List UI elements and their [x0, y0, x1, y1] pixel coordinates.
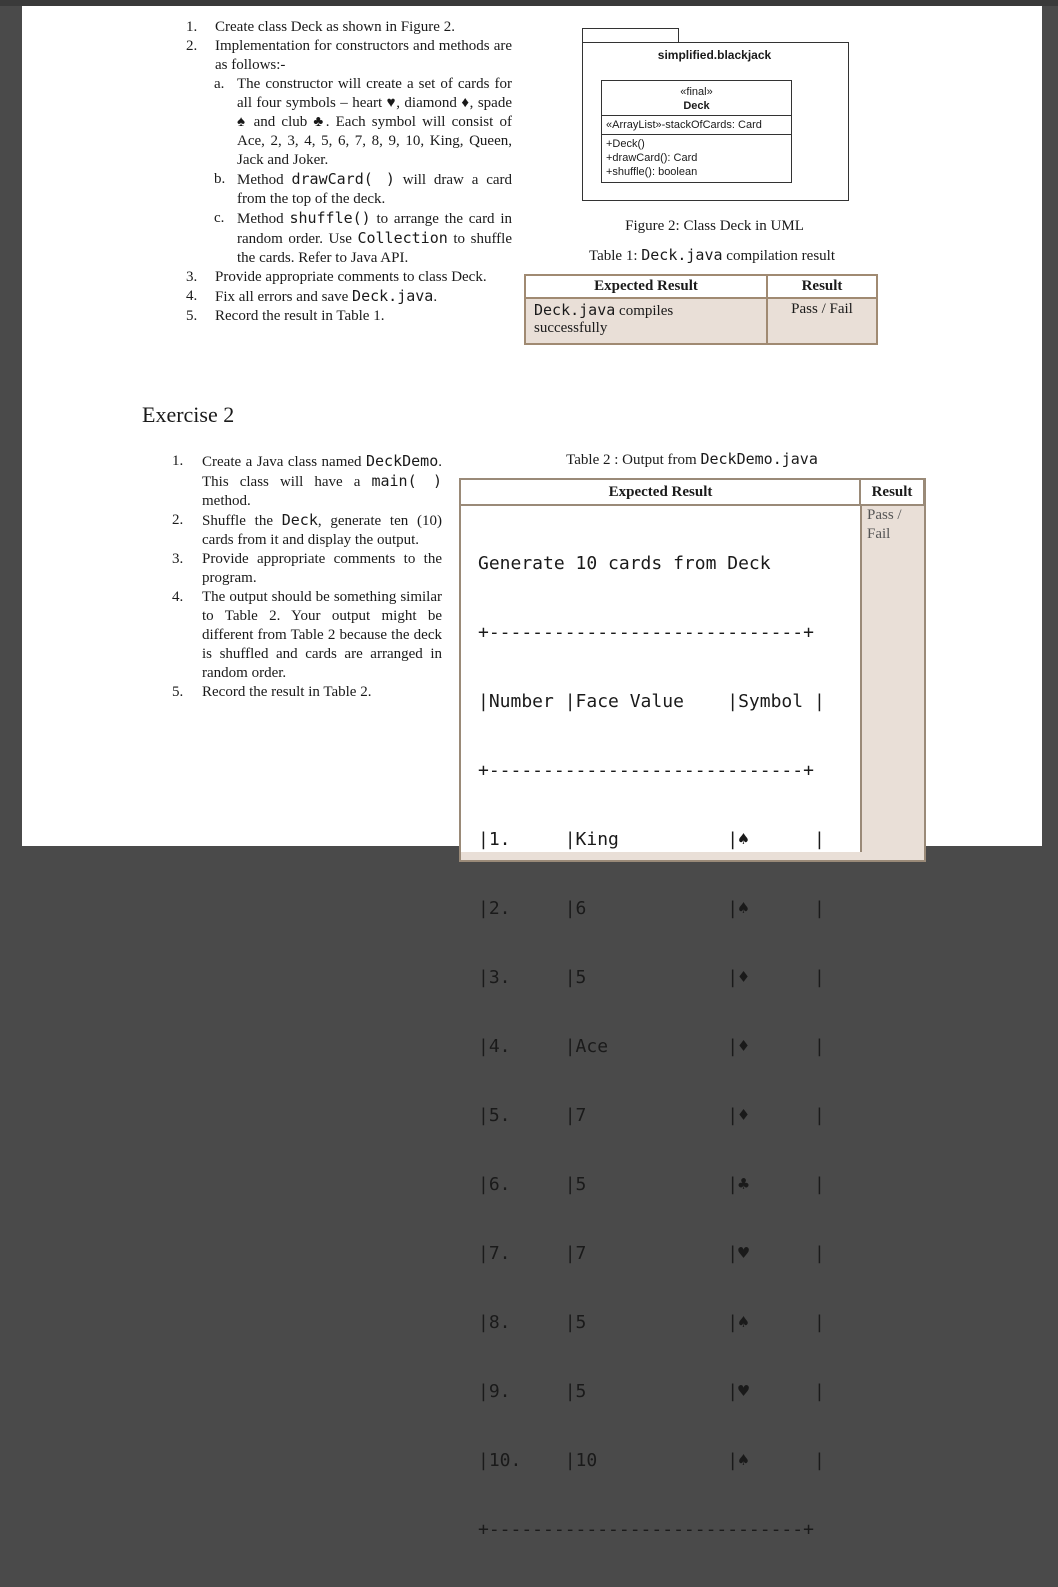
uml-operation: +Deck()	[606, 138, 645, 150]
table-header: Result	[859, 478, 925, 506]
item-text: Record the result in Table 2.	[202, 684, 372, 700]
item-text: to arrange the card in random order. Use	[237, 211, 512, 247]
item-number: 1.	[186, 19, 198, 35]
table-cell	[525, 298, 767, 344]
console-row: |1. |King |♠ |	[478, 829, 825, 850]
item-text: The constructor will create a set of cards for all four symbols – heart ♥, diamond ♦, spade ♠ and club ♣. Each symbol will consist of Ace, 2, 3, 4, 5, 6, 7, 8, 9, 10, King, Queen, Jack and Joker.	[237, 76, 512, 168]
console-row: |10. |10 |♠ |	[478, 1450, 825, 1471]
item-text: Record the result in Table 1.	[215, 308, 385, 324]
uml-operations	[602, 135, 791, 182]
console-row: |3. |5 |♦ |	[478, 967, 825, 988]
code-text: Deck.java	[534, 301, 616, 319]
item-text: Fix all errors and save	[215, 289, 353, 305]
caption-text: Table 2 : Output from	[566, 452, 701, 468]
uml-attribute: «ArrayList»-stackOfCards: Card	[602, 116, 791, 135]
result-cell	[867, 506, 902, 544]
list-item	[172, 511, 442, 550]
cell-text: successfully	[534, 320, 608, 336]
console-row: |9. |5 |♥ |	[478, 1381, 825, 1402]
console-row: |6. |5 |♣ |	[478, 1174, 825, 1195]
uml-package-tab	[582, 28, 679, 43]
list-item	[172, 588, 442, 683]
console-output	[478, 506, 825, 1587]
uml-package-name: simplified.blackjack	[657, 48, 772, 62]
console-separator: +-----------------------------+	[478, 1519, 814, 1540]
item-text: Provide appropriate comments to class Deck.	[215, 269, 487, 285]
item-text: The output should be something similar to Table 2. Your output might be different from Table 2 because the deck is shuffled and cards are arranged in random order.	[202, 589, 442, 681]
uml-class-box	[601, 80, 792, 183]
item-number: 2.	[186, 38, 198, 54]
item-number: 3.	[186, 269, 198, 285]
uml-class-header	[602, 81, 791, 116]
uml-class-name: Deck	[683, 100, 710, 112]
code-text: drawCard( )	[291, 170, 395, 188]
item-number: 1.	[172, 453, 184, 469]
code-text: DeckDemo	[366, 452, 439, 470]
uml-operation: +drawCard(): Card	[606, 152, 698, 164]
figure-2-caption: Figure 2: Class Deck in UML	[625, 218, 804, 234]
item-number: 5.	[186, 308, 198, 324]
console-title: Generate 10 cards from Deck	[478, 553, 771, 574]
console-row: |8. |5 |♠ |	[478, 1312, 825, 1333]
item-text: , generate ten (10) cards from it and display the output.	[202, 513, 442, 548]
item-text: to shuffle the cards. Refer to Java API.	[237, 231, 512, 266]
item-text: Method	[237, 172, 292, 188]
table-header: Expected Result	[525, 275, 767, 298]
code-text: shuffle()	[289, 209, 371, 227]
sub-item	[172, 209, 512, 268]
cell-text: Fail	[867, 526, 891, 542]
code-text: main( )	[371, 472, 442, 490]
item-text: Create a Java class named	[202, 454, 366, 470]
item-number: c.	[214, 210, 225, 226]
list-item	[172, 307, 512, 326]
console-row: |5. |7 |♦ |	[478, 1105, 825, 1126]
item-text: method.	[202, 493, 251, 509]
item-text: will draw a card from the top of the deck.	[237, 172, 513, 207]
caption-text: Table 1:	[588, 248, 642, 264]
table-header: Result	[767, 275, 877, 298]
item-text: Method	[237, 211, 290, 227]
caption-text: compilation result	[722, 248, 836, 264]
viewer-right-margin	[1042, 6, 1058, 846]
table-1	[524, 274, 878, 345]
list-item	[172, 268, 512, 287]
table-header: Expected Result	[459, 478, 862, 506]
code-text: Deck	[281, 511, 318, 529]
item-number: 3.	[172, 551, 184, 567]
list-item	[172, 37, 512, 75]
viewer-left-margin	[0, 6, 22, 846]
code-text: Deck.java	[641, 246, 723, 264]
code-text: Deck.java	[352, 287, 434, 305]
console-separator: +-----------------------------+	[478, 760, 814, 781]
item-number: 4.	[172, 589, 184, 605]
item-text: Shuffle the	[202, 513, 282, 529]
code-text: DeckDemo.java	[700, 450, 818, 468]
console-separator: +-----------------------------+	[478, 622, 814, 643]
console-column-header: |Number |Face Value |Symbol |	[478, 691, 825, 712]
item-text: Provide appropriate comments to the program.	[202, 551, 442, 586]
table-2-caption	[492, 450, 892, 469]
item-number: 5.	[172, 684, 184, 700]
console-row: |4. |Ace |♦ |	[478, 1036, 825, 1057]
list-item	[172, 287, 512, 307]
item-text: Create class Deck as shown in Figure 2.	[215, 19, 455, 35]
console-row: |2. |6 |♠ |	[478, 898, 825, 919]
table-cell: Pass / Fail	[767, 298, 877, 344]
item-number: b.	[214, 171, 226, 187]
list-item	[172, 18, 512, 37]
uml-operation: +shuffle(): boolean	[606, 166, 698, 178]
instruction-list-1	[172, 18, 512, 326]
list-item	[172, 550, 442, 588]
item-number: 4.	[186, 288, 198, 304]
sub-item	[172, 75, 512, 170]
table-1-caption	[542, 246, 882, 265]
list-item	[172, 683, 442, 702]
item-number: 2.	[172, 512, 184, 528]
code-text: Collection	[357, 229, 448, 247]
list-item	[172, 452, 442, 511]
item-number: a.	[214, 76, 225, 92]
console-row: |7. |7 |♥ |	[478, 1243, 825, 1264]
uml-stereotype: «final»	[680, 86, 713, 98]
cell-text: Pass /	[867, 507, 902, 523]
item-text: .	[433, 289, 438, 305]
item-text: . This class will have a	[202, 454, 442, 490]
sub-item	[172, 170, 512, 209]
cell-text: compiles	[615, 303, 674, 319]
item-text: Implementation for constructors and methods are as follows:-	[215, 38, 512, 73]
document-page	[22, 6, 1042, 1540]
instruction-list-2	[172, 452, 442, 702]
section-heading: Exercise 2	[142, 402, 235, 427]
